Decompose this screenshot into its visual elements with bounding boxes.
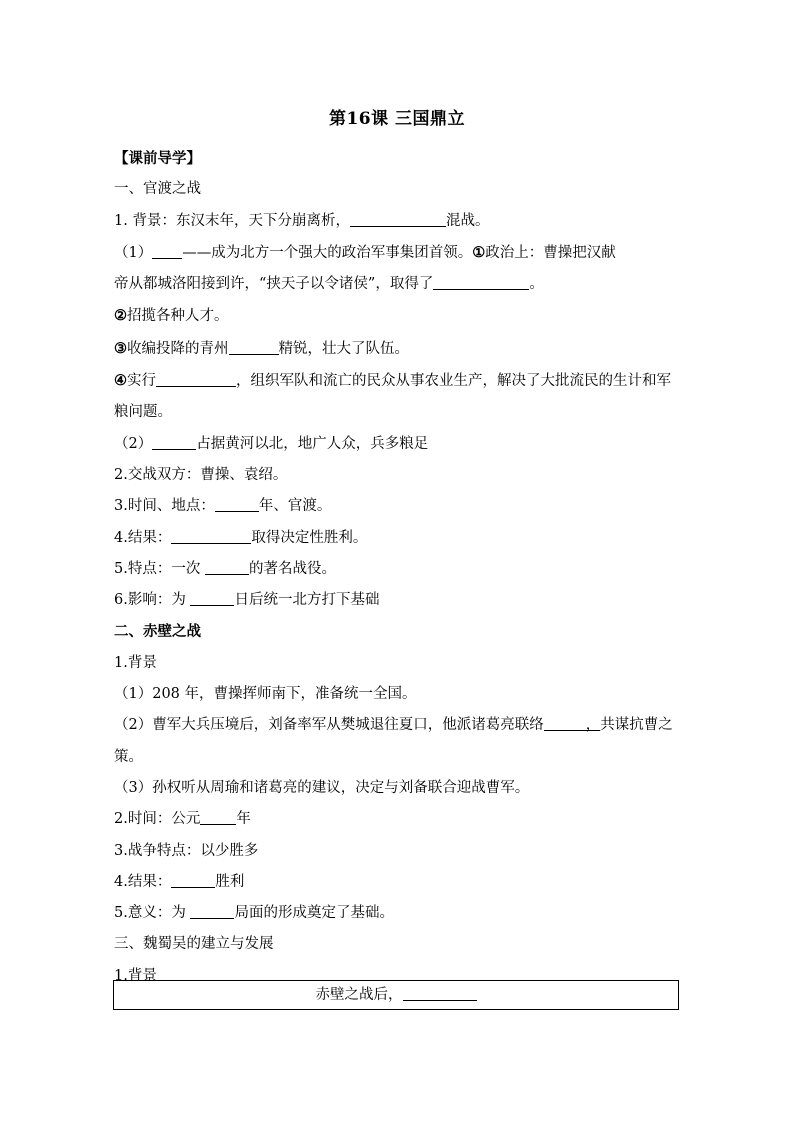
blank xyxy=(403,986,477,1002)
part1-time: 3.时间、地点： 年、官渡。 xyxy=(114,498,332,515)
part1-point-1-cont: 帝从都城洛阳接到许，“挟天子以令诸侯”，取得了 。 xyxy=(114,276,544,293)
blank xyxy=(200,810,236,826)
part2-feature: 3.战争特点：以少胜多 xyxy=(114,842,259,859)
blank xyxy=(190,904,234,920)
part2-result: 4.结果： 胜利 xyxy=(114,873,245,890)
blank xyxy=(152,243,182,259)
blank xyxy=(152,434,196,450)
circled-number-1: ① xyxy=(472,243,486,261)
part2-heading: 二、赤壁之战 xyxy=(114,623,201,641)
part2-point-2: （2）曹军大兵压境后，刘备率军从樊城退往夏口，他派诸葛亮联络 ，共谋抗曹之策。 xyxy=(114,717,673,765)
blank xyxy=(215,497,259,513)
part1-item-4: ④实行 ，组织军队和流亡的民众从事农业生产，解决了大批流民的生计和军粮问题。 xyxy=(114,372,671,421)
circled-number-2: ② xyxy=(114,307,127,325)
blank xyxy=(190,591,234,607)
blank xyxy=(433,275,529,291)
blank xyxy=(171,528,251,544)
part2-time: 2.时间：公元 年 xyxy=(114,811,251,828)
background-box: 赤壁之战后， xyxy=(113,980,679,1010)
part2-meaning: 5.意义：为 局面的形成奠定了基础。 xyxy=(114,905,394,922)
blank xyxy=(229,339,279,355)
section-header: 【课前导学】 xyxy=(114,150,201,167)
circled-number-4: ④ xyxy=(114,372,127,390)
part3-heading: 三、魏蜀吴的建立与发展 xyxy=(114,936,274,953)
part1-result: 4.结果： 取得决定性胜利。 xyxy=(114,529,368,546)
part1-heading: 一、官渡之战 xyxy=(114,181,201,198)
part2-point-3: （3）孙权听从周瑜和诸葛亮的建议，决定与刘备联合迎战曹军。 xyxy=(114,779,530,796)
blank xyxy=(350,211,446,227)
part1-item-3: ③收编投降的青州 精锐，壮大了队伍。 xyxy=(114,339,409,357)
part1-item-2: ②招揽各种人才。 xyxy=(114,307,229,325)
blank xyxy=(171,872,215,888)
part1-background: 1. 背景：东汉末年，天下分崩离析， 混战。 xyxy=(114,212,490,229)
part1-sides: 2.交战双方：曹操、袁绍。 xyxy=(114,466,288,483)
part3-background: 1.背景 xyxy=(114,967,157,984)
part1-point-1: （1） ——成为北方一个强大的政治军事集团首领。①政治上：曹操把汉献 xyxy=(114,243,616,261)
blank xyxy=(205,559,249,575)
page-title: 第16课 三国鼎立 xyxy=(328,109,466,129)
document-body xyxy=(114,143,680,992)
blank xyxy=(156,372,236,388)
part2-point-1: （1）208 年，曹操挥师南下，准备统一全国。 xyxy=(114,686,417,703)
part1-impact: 6.影响：为 日后统一北方打下基础 xyxy=(114,592,380,609)
part1-feature: 5.特点：一次 的著名战役。 xyxy=(114,560,336,577)
part1-point-2: （2） 占据黄河以北，地广人众，兵多粮足 xyxy=(114,435,429,452)
blank xyxy=(544,716,586,732)
part2-background: 1.背景 xyxy=(114,654,157,671)
circled-number-3: ③ xyxy=(114,339,127,357)
